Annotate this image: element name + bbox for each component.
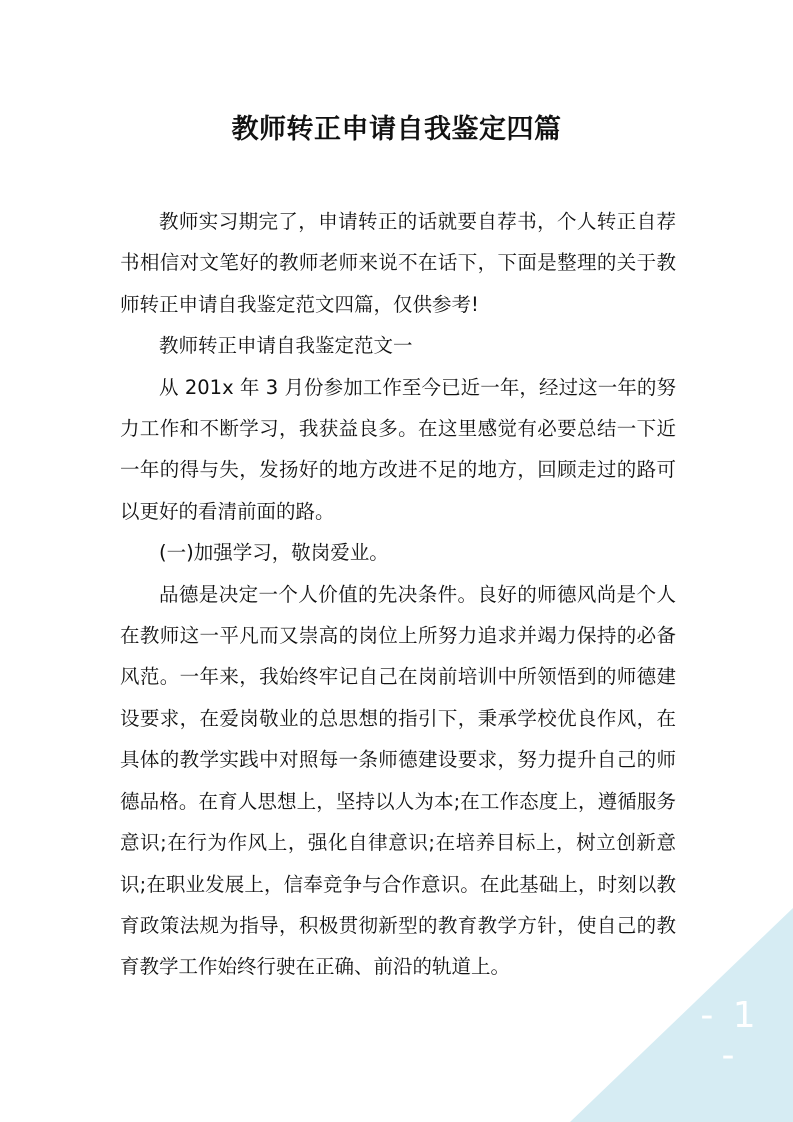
- intro-paragraph: 教师实习期完了，申请转正的话就要自荐书，个人转正自荐书相信对文笔好的教师老师来说不在话下，下面是整理的关于教师转正申请自我鉴定范文四篇，仅供参考!: [120, 210, 676, 316]
- document-title: 教师转正申请自我鉴定四篇: [231, 114, 562, 145]
- subsection-heading: (一)加强学习，敬岗爱业。: [159, 541, 389, 565]
- section-heading: 教师转正申请自我鉴定范文一: [159, 334, 413, 358]
- document-body: [120, 201, 676, 988]
- page-number: - 1 -: [700, 995, 760, 1076]
- body-paragraph: 品德是决定一个人价值的先决条件。良好的师德风尚是个人在教师这一平凡而又崇高的岗位上所努力追求并竭力保持的必备风范。一年来，我始终牢记自己在岗前培训中所领悟到的师德建设要求，在爱岗敬业的总思想的指引下，秉承学校优良作风，在具体的教学实践中对照每一条师德建设要求，努力提升自己的师德品格。在育人思想上，坚持以人为本;在工作态度上，遵循服务意识;在行为作风上，强化自律意识;在培养目标上，树立创新意识;在职业发展上，信奉竞争与合作意识。在此基础上，时刻以教育政策法规为指导，积极贯彻新型的教育教学方针，使自己的教育教学工作始终行驶在正确、前沿的轨道上。: [120, 582, 676, 979]
- body-paragraph: 从 201x 年 3 月份参加工作至今已近一年，经过这一年的努力工作和不断学习，我获益良多。在这里感觉有必要总结一下近一年的得与失，发扬好的地方改进不足的地方，回顾走过的路可以更好的看清前面的路。: [120, 375, 676, 523]
